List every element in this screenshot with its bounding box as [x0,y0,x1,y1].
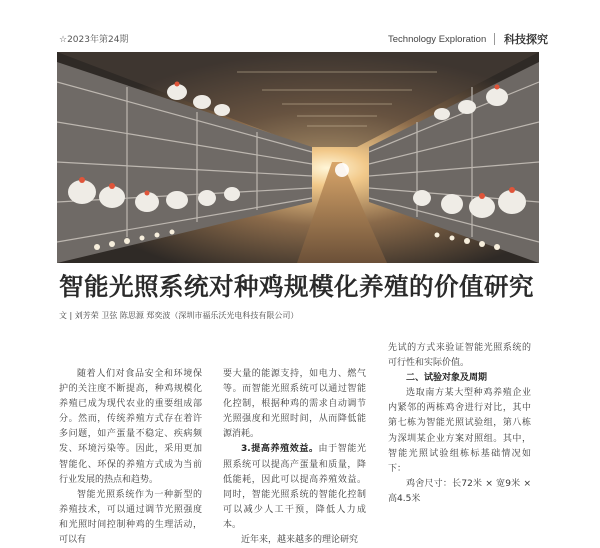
col3-paragraph-3: 鸡舍尺寸：长72米 × 宽9米 × 高4.5米 [388,478,531,504]
article-authors: 文 | 刘芳荣 卫弦 陈思源 郑奕波（深圳市福乐沃光电科技有限公司） [59,311,299,320]
col2-point-3-heading: 3.提高养殖效益。 [241,444,319,455]
body-column-1 [59,367,202,548]
col3-paragraph-2: 选取南方某大型种鸡养殖企业内紧邻的两栋鸡舍进行对比，其中第七栋为智能光照试验组，第八栋为深圳某企业方案对照组。其中，智能光照试验组栋标基础情况如下： [388,388,531,474]
col1-paragraph-1: 随着人们对食品安全和环境保护的关注度不断提高，种鸡规模化养殖已成为现代农业的重要组成部分。然而，传统养殖方式存在着许多问题，如产蛋量不稳定、疾病频发、环境污染等。因此，采用更加智能化、环保的养殖方式成为当前行业发展的热点和趋势。 [59,369,202,485]
article-title: 智能光照系统对种鸡规模化养殖的价值研究 [59,272,534,301]
section-name-en: Technology Exploration [388,34,487,45]
header-divider [494,33,495,45]
col2-paragraph-1: 要大量的能源支持，如电力、燃气等。而智能光照系统可以通过智能化控制，根据种鸡的需求自动调节光照强度和光照时间，从而降低能源消耗。 [223,369,366,440]
body-column-2 [223,367,366,548]
col2-paragraph-2 [223,442,366,533]
body-column-3 [388,341,531,507]
section-name-cn: 科技探究 [504,33,548,46]
col3-paragraph-1: 先试的方式来验证智能光照系统的可行性和实际价值。 [388,343,531,369]
page-header [0,0,600,50]
col1-paragraph-2: 智能光照系统作为一种新型的养殖技术，可以通过调节光照强度和光照时间控制种鸡的生理活动，可以有 [59,489,202,546]
hero-photo-chicken-house [57,52,539,263]
issue-label: ☆2023年第24期 [59,35,129,45]
col2-point-3-body: 由于智能光照系统可以提高产蛋量和质量，降低能耗，因此可以提高养殖效益。同时，智能光照系统的智能化控制可以减少人工干预，降低人力成本。 [223,444,366,530]
section-heading-trial: 二、试验对象及周期 [406,373,488,384]
col2-paragraph-3: 近年来，越来越多的理论研究 [241,535,359,546]
